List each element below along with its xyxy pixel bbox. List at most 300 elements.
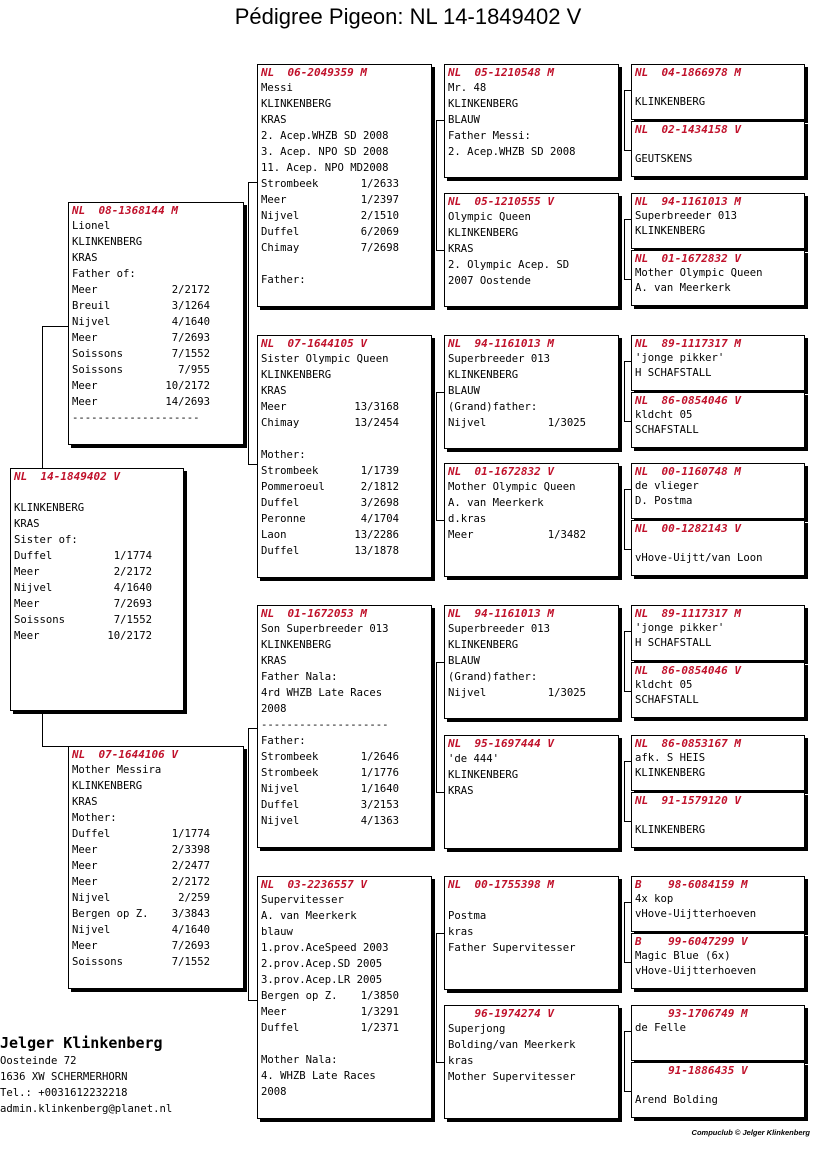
pigeon-info-line: Sister of: [14, 534, 78, 546]
pigeon-info-line: KRAS [72, 252, 98, 264]
connector-line [436, 250, 444, 251]
pigeon-info-line: kras [448, 926, 474, 938]
breeder-email: admin.klinkenberg@planet.nl [0, 1103, 173, 1115]
breeder-postcode: 1636 XW SCHERMERHORN [0, 1071, 128, 1083]
pigeon-info-line: GEUTSKENS [635, 153, 693, 165]
pigeon-card-gf-fm [257, 335, 432, 578]
race-result: 2/2172 [171, 876, 210, 888]
race-location: Duffel [261, 799, 300, 811]
pigeon-info-line: blauw [261, 926, 293, 938]
pigeon-info-line: KLINKENBERG [635, 824, 706, 836]
pigeon-info-line [11, 612, 183, 628]
connector-line [248, 182, 249, 464]
connector-line [624, 761, 631, 762]
pigeon-info-line [258, 1020, 431, 1036]
ring-number: 91-1886435 V [635, 1064, 748, 1077]
connector-line [42, 326, 68, 327]
race-location: Nijvel [261, 815, 300, 827]
pigeon-info-line [69, 330, 243, 346]
pigeon-info-line: KRAS [14, 518, 40, 530]
pigeon-info-line: Father Nala: [261, 671, 338, 683]
pigeon-info-line: (Grand)father: [448, 401, 538, 413]
ring-number: NL 14-1849402 V [14, 470, 120, 483]
race-location: Soissons [72, 956, 124, 968]
pigeon-info-line: 'jonge pikker' [635, 622, 725, 634]
race-result: 7/1552 [113, 614, 152, 626]
pigeon-info-line: KLINKENBERG [635, 225, 706, 237]
connector-line [624, 421, 631, 422]
race-result: 6/2069 [360, 226, 399, 238]
pigeon-card-g4-14 [631, 933, 805, 989]
ring-number: NL 01-1672832 V [448, 465, 554, 478]
pigeon-card-g4-3 [631, 193, 805, 249]
pigeon-info-line [258, 415, 431, 431]
pigeon-info-line [69, 346, 243, 362]
pigeon-info-line: 2008 [261, 703, 287, 715]
pigeon-card-g4-10 [631, 662, 805, 718]
pigeon-info-line: BLAUW [448, 655, 480, 667]
pigeon-card-subject [10, 468, 184, 711]
pigeon-info-line: vHove-Uijtterhoeven [635, 965, 757, 977]
connector-line [436, 520, 444, 521]
connector-line [624, 150, 631, 151]
pigeon-info-line: KLINKENBERG [448, 98, 519, 110]
connector-line [248, 464, 257, 465]
ring-number: NL 04-1866978 M [635, 66, 741, 79]
pigeon-info-line: de Felle [635, 1022, 687, 1034]
pigeon-info-line: KRAS [448, 243, 474, 255]
pigeon-info-line [258, 797, 431, 813]
connector-line [624, 489, 631, 490]
pigeon-info-line: Supervitesser [261, 894, 344, 906]
breeder-phone: Tel.: +0031612232218 [0, 1087, 128, 1099]
pigeon-info-line: Father of: [72, 268, 136, 280]
pigeon-info-line [632, 1078, 804, 1093]
pigeon-info-line [69, 378, 243, 394]
ring-number: NL 08-1368144 M [72, 204, 178, 217]
pigeon-card-gf-mf [257, 605, 432, 848]
pigeon-info-line: Mother Supervitesser [448, 1071, 576, 1083]
pigeon-info-line: A. van Meerkerk [448, 497, 544, 509]
race-location: Duffel [261, 497, 300, 509]
pigeon-info-line: KLINKENBERG [448, 639, 519, 651]
ring-number: B 99-6047299 V [635, 935, 748, 948]
pigeon-card-g4-15 [631, 1005, 805, 1061]
pigeon-info-line: 2.prov.Acep.SD 2005 [261, 958, 383, 970]
pigeon-info-line: kldcht 05 [635, 679, 693, 691]
race-result: 7/955 [178, 364, 210, 376]
race-result: 4/1640 [171, 924, 210, 936]
pigeon-info-line: 2008 [261, 1086, 287, 1098]
pigeon-info-line: 'jonge pikker' [635, 352, 725, 364]
race-result: 10/2172 [107, 630, 152, 642]
connector-line [624, 361, 625, 421]
pigeon-card-gf-mm [257, 876, 432, 1119]
race-result: 2/2477 [171, 860, 210, 872]
race-location: Nijvel [72, 316, 111, 328]
pigeon-card-g4-9 [631, 605, 805, 661]
ring-number: NL 00-1755398 M [448, 878, 554, 891]
pigeon-info-line [632, 536, 804, 551]
connector-line [624, 361, 631, 362]
pigeon-info-line: KLINKENBERG [14, 502, 85, 514]
connector-line [624, 691, 631, 692]
pigeon-info-line [69, 954, 243, 970]
race-location: Duffel [261, 1022, 300, 1034]
connector-line [248, 728, 257, 729]
pigeon-info-line: Superjong [448, 1023, 506, 1035]
ring-number: NL 00-1282143 V [635, 522, 741, 535]
connector-line [624, 549, 631, 550]
pigeon-card-ggf-7 [444, 876, 619, 990]
pigeon-info-line: Mr. 48 [448, 82, 487, 94]
pigeon-info-line [445, 892, 618, 908]
pigeon-info-line: Son Superbreeder 013 [261, 623, 389, 635]
connector-line [42, 326, 43, 468]
ring-number: NL 95-1697444 V [448, 737, 554, 750]
pigeon-info-line: kldcht 05 [635, 409, 693, 421]
race-location: Chimay [261, 417, 300, 429]
pigeon-info-line: Father Messi: [448, 130, 531, 142]
pigeon-info-line [258, 399, 431, 415]
pigeon-card-g4-5 [631, 335, 805, 391]
race-result: 13/2454 [354, 417, 399, 429]
pigeon-info-line: Mother Olympic Queen [635, 267, 763, 279]
ring-number: NL 89-1117317 M [635, 337, 741, 350]
pigeon-info-line [69, 906, 243, 922]
pigeon-info-line [258, 1004, 431, 1020]
race-result: 1/1640 [360, 783, 399, 795]
pigeon-info-line [258, 224, 431, 240]
ring-number: NL 07-1644106 V [72, 748, 178, 761]
ring-number: NL 01-1672832 V [635, 252, 741, 265]
pigeon-info-line [69, 314, 243, 330]
connector-line [624, 219, 625, 279]
pigeon-info-line: afk. S HEIS [635, 752, 706, 764]
race-result: 3/2698 [360, 497, 399, 509]
pigeon-card-ggf-6 [444, 735, 619, 849]
pigeon-info-line: KLINKENBERG [72, 780, 143, 792]
pigeon-info-line [69, 826, 243, 842]
pigeon-info-line: 3.prov.Acep.LR 2005 [261, 974, 383, 986]
pigeon-info-line: Sister Olympic Queen [261, 353, 389, 365]
pigeon-card-father [68, 202, 244, 445]
race-result: 3/2153 [360, 799, 399, 811]
connector-line [624, 631, 631, 632]
pigeon-info-line: KRAS [72, 796, 98, 808]
race-result: 4/1363 [360, 815, 399, 827]
pigeon-info-line: Olympic Queen [448, 211, 531, 223]
pigeon-info-line [258, 431, 431, 447]
connector-line [248, 182, 257, 183]
pigeon-info-line: KRAS [261, 114, 287, 126]
pigeon-info-line: SCHAFSTALL [635, 694, 699, 706]
breeder-name: Jelger Klinkenberg [0, 1034, 163, 1052]
ring-number: NL 07-1644105 V [261, 337, 367, 350]
pigeon-info-line [258, 463, 431, 479]
pigeon-info-line: Arend Bolding [635, 1094, 718, 1106]
pigeon-info-line: Messi [261, 82, 293, 94]
ring-number: NL 06-2049359 M [261, 66, 367, 79]
pigeon-info-line: H SCHAFSTALL [635, 637, 712, 649]
race-location: Duffel [72, 828, 111, 840]
race-location: Meer [72, 332, 98, 344]
pigeon-info-line: Postma [448, 910, 487, 922]
pigeon-info-line: Lionel [72, 220, 111, 232]
race-location: Meer [14, 630, 40, 642]
pigeon-card-g4-7 [631, 463, 805, 519]
pigeon-info-line: KRAS [261, 385, 287, 397]
connector-line [624, 821, 631, 822]
pigeon-info-line: 2007 Oostende [448, 275, 531, 287]
pigeon-info-line [69, 282, 243, 298]
connector-line [624, 1031, 625, 1091]
race-result: 1/1776 [360, 767, 399, 779]
connector-line [436, 392, 437, 520]
pigeon-info-line: kras [448, 1055, 474, 1067]
race-result: 7/2693 [171, 332, 210, 344]
race-result: 7/2693 [171, 940, 210, 952]
pigeon-info-line: Father Supervitesser [448, 942, 576, 954]
pigeon-card-g4-11 [631, 735, 805, 791]
pigeon-info-line: A. van Meerkerk [261, 910, 357, 922]
race-location: Soissons [14, 614, 66, 626]
pigeon-info-line [258, 1036, 431, 1052]
pigeon-info-line: H SCHAFSTALL [635, 367, 712, 379]
race-location: Nijvel [72, 924, 111, 936]
pigeon-info-line [11, 484, 183, 500]
pigeon-card-g4-16 [631, 1062, 805, 1118]
race-location: Duffel [261, 226, 300, 238]
race-location: Meer [261, 1006, 287, 1018]
pigeon-info-line: Mother: [72, 812, 117, 824]
pigeon-info-line: KLINKENBERG [261, 98, 332, 110]
race-location: Meer [72, 940, 98, 952]
pigeon-info-line: BLAUW [448, 114, 480, 126]
ring-number: NL 01-1672053 M [261, 607, 367, 620]
pigeon-info-line: vHove-Uijtt/van Loon [635, 552, 763, 564]
pigeon-info-line [258, 256, 431, 272]
connector-line [436, 392, 444, 393]
pigeon-info-line: -------------------- [72, 412, 200, 424]
race-location: Duffel [14, 550, 53, 562]
race-result: 1/1774 [171, 828, 210, 840]
pigeon-card-ggf-3 [444, 335, 619, 449]
pigeon-info-line: BLAUW [448, 385, 480, 397]
ring-number: 96-1974274 V [448, 1007, 554, 1020]
race-result: 2/3398 [171, 844, 210, 856]
race-location: Meer [72, 860, 98, 872]
pigeon-info-line: KLINKENBERG [448, 769, 519, 781]
race-location: Nijvel [448, 687, 487, 699]
pigeon-info-line [69, 938, 243, 954]
race-location: Nijvel [448, 417, 487, 429]
ring-number: NL 00-1160748 M [635, 465, 741, 478]
race-result: 2/259 [178, 892, 210, 904]
connector-line [436, 662, 437, 792]
pigeon-info-line: KRAS [448, 785, 474, 797]
connector-line [624, 279, 631, 280]
race-result: 1/3482 [547, 529, 586, 541]
race-result: 1/3025 [547, 687, 586, 699]
race-result: 13/2286 [354, 529, 399, 541]
pigeon-info-line: SCHAFSTALL [635, 424, 699, 436]
race-location: Nijvel [261, 783, 300, 795]
connector-line [436, 120, 437, 250]
pigeon-info-line: de vlieger [635, 480, 699, 492]
race-result: 2/2172 [171, 284, 210, 296]
pigeon-info-line [69, 394, 243, 410]
race-location: Strombeek [261, 465, 319, 477]
pigeon-info-line [632, 808, 804, 823]
ring-number: NL 86-0854046 V [635, 394, 741, 407]
race-result: 4/1640 [171, 316, 210, 328]
pigeon-info-line [69, 298, 243, 314]
race-result: 2/1510 [360, 210, 399, 222]
race-result: 3/3843 [171, 908, 210, 920]
connector-line [436, 1062, 444, 1063]
pigeon-info-line [11, 564, 183, 580]
connector-line [624, 90, 631, 91]
pigeon-info-line: 11. Acep. NPO MD2008 [261, 162, 389, 174]
pigeon-info-line [258, 813, 431, 829]
pigeon-info-line: KRAS [261, 655, 287, 667]
connector-line [248, 728, 249, 1000]
pigeon-info-line: Superbreeder 013 [635, 210, 738, 222]
ring-number: NL 05-1210548 M [448, 66, 554, 79]
breeder-address: Oosteinde 72 [0, 1055, 77, 1067]
race-result: 3/1264 [171, 300, 210, 312]
ring-number: NL 02-1434158 V [635, 123, 741, 136]
connector-line [248, 1000, 257, 1001]
pigeon-info-line: Mother Messira [72, 764, 162, 776]
connector-line [624, 761, 625, 821]
pigeon-info-line: -------------------- [261, 719, 389, 731]
race-result: 1/2397 [360, 194, 399, 206]
ring-number: NL 94-1161013 M [448, 607, 554, 620]
pigeon-info-line: KLINKENBERG [261, 369, 332, 381]
connector-line [436, 662, 444, 663]
pigeon-info-line [69, 842, 243, 858]
connector-line [624, 962, 631, 963]
pigeon-info-line [69, 362, 243, 378]
connector-line [436, 933, 444, 934]
pigeon-info-line: KLINKENBERG [261, 639, 332, 651]
pigeon-info-line [445, 685, 618, 701]
ring-number: NL 03-2236557 V [261, 878, 367, 891]
connector-line [624, 1031, 631, 1032]
race-result: 1/2633 [360, 178, 399, 190]
pigeon-info-line [632, 80, 804, 95]
pigeon-info-line [69, 858, 243, 874]
pigeon-info-line [69, 890, 243, 906]
race-result: 2/2172 [113, 566, 152, 578]
pigeon-info-line: 2. Acep.WHZB SD 2008 [261, 130, 389, 142]
connector-line [624, 1091, 631, 1092]
pigeon-card-mother [68, 746, 244, 989]
connector-line [624, 902, 631, 903]
race-location: Laon [261, 529, 287, 541]
race-location: Soissons [72, 364, 124, 376]
race-location: Bergen op Z. [72, 908, 149, 920]
connector-line [624, 902, 625, 962]
pigeon-card-gf-ff [257, 64, 432, 307]
race-result: 1/1774 [113, 550, 152, 562]
ring-number: NL 94-1161013 M [448, 337, 554, 350]
race-location: Pommeroeul [261, 481, 325, 493]
race-location: Nijvel [14, 582, 53, 594]
pigeon-info-line: Superbreeder 013 [448, 353, 551, 365]
pigeon-info-line: 1.prov.AceSpeed 2003 [261, 942, 389, 954]
pigeon-info-line: 4. WHZB Late Races [261, 1070, 376, 1082]
race-location: Meer [72, 284, 98, 296]
pigeon-info-line [632, 137, 804, 152]
race-result: 13/1878 [354, 545, 399, 557]
pigeon-info-line [258, 781, 431, 797]
pigeon-info-line [69, 874, 243, 890]
pigeon-card-ggf-8 [444, 1005, 619, 1119]
race-location: Breuil [72, 300, 111, 312]
race-result: 1/3291 [360, 1006, 399, 1018]
credit-footer: Compuclub © Jelger Klinkenberg [691, 1128, 810, 1137]
pigeon-info-line [258, 988, 431, 1004]
race-result: 7/2693 [113, 598, 152, 610]
race-location: Strombeek [261, 178, 319, 190]
race-result: 1/3850 [360, 990, 399, 1002]
pigeon-info-line: Mother Olympic Queen [448, 481, 576, 493]
pigeon-info-line: KLINKENBERG [448, 227, 519, 239]
race-result: 1/3025 [547, 417, 586, 429]
race-location: Strombeek [261, 751, 319, 763]
pigeon-card-g4-6 [631, 392, 805, 448]
pigeon-info-line [258, 543, 431, 559]
pigeon-card-g4-2 [631, 121, 805, 177]
pigeon-info-line: KLINKENBERG [635, 767, 706, 779]
race-result: 4/1704 [360, 513, 399, 525]
race-result: 1/2371 [360, 1022, 399, 1034]
pigeon-info-line: 'de 444' [448, 753, 500, 765]
pigeon-info-line [258, 495, 431, 511]
pigeon-card-ggf-5 [444, 605, 619, 719]
race-location: Meer [261, 194, 287, 206]
race-location: Meer [14, 598, 40, 610]
pigeon-info-line: vHove-Uijtterhoeven [635, 908, 757, 920]
pigeon-info-line [445, 527, 618, 543]
pigeon-info-line [11, 596, 183, 612]
race-result: 14/2693 [165, 396, 210, 408]
pigeon-card-g4-13 [631, 876, 805, 932]
race-location: Duffel [261, 545, 300, 557]
ring-number: 93-1706749 M [635, 1007, 748, 1020]
pigeon-info-line: Superbreeder 013 [448, 623, 551, 635]
race-location: Meer [14, 566, 40, 578]
race-location: Nijvel [72, 892, 111, 904]
connector-line [42, 746, 68, 747]
pigeon-info-line [258, 479, 431, 495]
connector-line [436, 120, 444, 121]
pigeon-info-line [69, 922, 243, 938]
race-result: 2/1812 [360, 481, 399, 493]
race-result: 10/2172 [165, 380, 210, 392]
pigeon-info-line [258, 176, 431, 192]
pigeon-info-line [258, 240, 431, 256]
pigeon-info-line [11, 580, 183, 596]
race-location: Meer [72, 876, 98, 888]
connector-line [436, 933, 437, 1062]
race-result: 1/2646 [360, 751, 399, 763]
pigeon-info-line: d.kras [448, 513, 487, 525]
race-location: Chimay [261, 242, 300, 254]
